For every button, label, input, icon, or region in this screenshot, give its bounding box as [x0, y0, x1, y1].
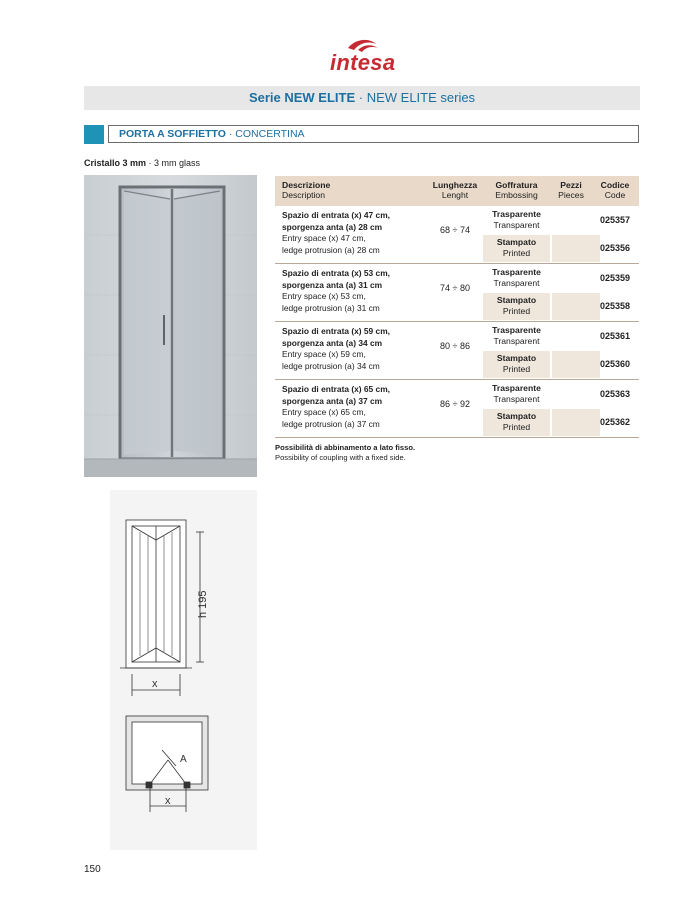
header-embossing: Goffratura Embossing: [495, 180, 538, 200]
plan-width-label: x: [165, 795, 171, 807]
brand-logo: [318, 36, 408, 78]
glass-separator: ·: [146, 158, 155, 168]
product-photo: [84, 175, 257, 477]
coupling-note: [275, 443, 415, 462]
table-row: [275, 322, 639, 380]
section-header: [108, 125, 639, 143]
section-title-en: CONCERTINA: [235, 128, 305, 140]
row-description: Spazio di entrata (x) 65 cm, sporgenza anta (a) 37 cm Entry space (x) 65 cm, ledge protrusion (a) 37 cm: [282, 384, 390, 429]
table-row: [275, 206, 639, 264]
row-embossing-transparent: Trasparente Transparent: [492, 267, 541, 288]
row-code-printed: 025362: [599, 417, 631, 427]
product-table: [275, 176, 639, 438]
section-title: [119, 128, 305, 140]
row-embossing-transparent: Trasparente Transparent: [492, 325, 541, 346]
row-code-printed: 025360: [599, 359, 631, 369]
row-code-printed: 025356: [599, 243, 631, 253]
section-marker: [84, 125, 104, 144]
height-label: h 195: [197, 590, 209, 618]
row-description: Spazio di entrata (x) 59 cm, sporgenza anta (a) 34 cm Entry space (x) 59 cm, ledge protrusion (a) 34 cm: [282, 326, 390, 371]
series-title-it: Serie NEW ELITE: [248, 90, 356, 105]
row-length: 74 ÷ 80: [440, 283, 470, 293]
row-embossing-printed: Stampato Printed: [483, 293, 550, 320]
row-code-transparent: 025361: [599, 331, 631, 341]
coupling-note-en: Possibility of coupling with a fixed side.: [275, 452, 406, 462]
header-code: Codice Code: [600, 180, 630, 200]
row-code-transparent: 025357: [599, 215, 631, 225]
width-label: x: [152, 678, 158, 690]
row-embossing-transparent: Trasparente Transparent: [492, 383, 541, 404]
row-code-printed: 025358: [599, 301, 631, 311]
table-header: [275, 176, 639, 206]
row-embossing-printed: Stampato Printed: [483, 409, 550, 436]
row-embossing-printed: Stampato Printed: [483, 351, 550, 378]
glass-spec-it: Cristallo 3 mm: [84, 158, 147, 168]
series-title: [84, 90, 640, 105]
page-number: 150: [84, 864, 101, 875]
header-length: Lunghezza Lenght: [432, 180, 478, 200]
section-separator: ·: [225, 128, 236, 140]
header-pieces: Pezzi Pieces: [558, 180, 584, 200]
row-description: Spazio di entrata (x) 47 cm, sporgenza anta (a) 28 cm Entry space (x) 47 cm, ledge protrusion (a) 28 cm: [282, 210, 390, 255]
coupling-note-it: Possibilità di abbinamento a lato fisso.: [275, 443, 416, 452]
glass-spec-en: 3 mm glass: [154, 158, 201, 168]
section-title-it: PORTA A SOFFIETTO: [119, 128, 226, 140]
row-description: Spazio di entrata (x) 53 cm, sporgenza anta (a) 31 cm Entry space (x) 53 cm, ledge protrusion (a) 31 cm: [282, 268, 390, 313]
plan-ledge-label: A: [180, 754, 187, 765]
row-code-transparent: 025363: [599, 389, 631, 399]
series-title-en: NEW ELITE series: [366, 90, 476, 105]
row-length: 80 ÷ 86: [440, 341, 470, 351]
series-separator: ·: [355, 90, 367, 105]
header-description: Descrizione Description: [282, 180, 331, 200]
row-embossing-printed: Stampato Printed: [483, 235, 550, 262]
glass-spec: [84, 158, 200, 168]
row-embossing-transparent: Trasparente Transparent: [492, 209, 541, 230]
row-length: 68 ÷ 74: [440, 225, 470, 235]
table-row: [275, 380, 639, 438]
row-length: 86 ÷ 92: [440, 399, 470, 409]
table-row: [275, 264, 639, 322]
row-code-transparent: 025359: [599, 273, 631, 283]
logo-wordmark: intesa: [330, 50, 396, 75]
technical-drawing: [110, 490, 257, 850]
series-title-bar: [84, 86, 640, 110]
